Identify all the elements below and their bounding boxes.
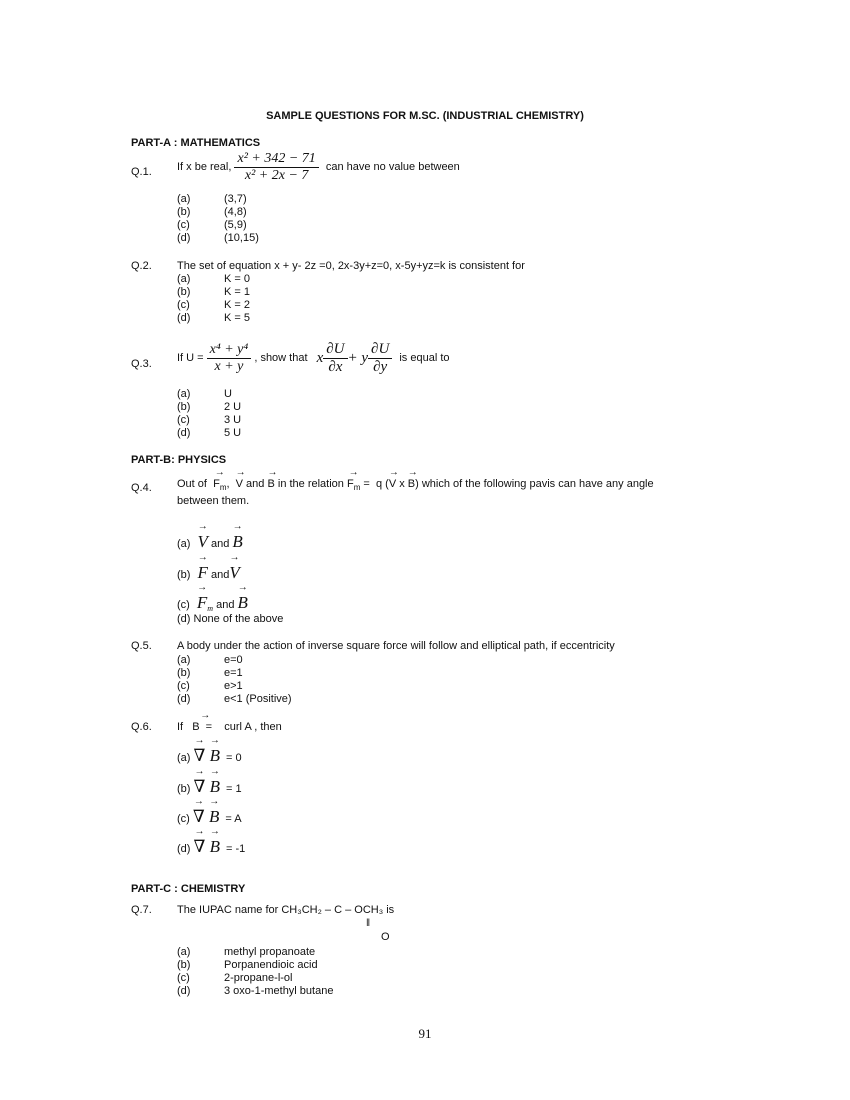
question-number: Q.3. — [131, 358, 152, 370]
option-a: (a) V → and B → — [177, 521, 243, 551]
nabla-dot-b-expression: ∇ → B → — [192, 796, 220, 826]
option-label: (d) — [177, 985, 191, 997]
option-a — [177, 735, 242, 766]
option-label: (a) — [177, 388, 191, 400]
option-label: (b) — [177, 286, 191, 298]
question-5-text: A body under the action of inverse square force will follow and elliptical path, if eccentricity — [177, 640, 615, 652]
option-value: e<1 (Positive) — [224, 693, 292, 705]
option-value: U — [224, 388, 232, 400]
option-label: (b) — [177, 401, 191, 413]
option-value: K = 2 — [224, 299, 250, 311]
option-label: (a) — [177, 654, 191, 666]
question-2-text: The set of equation x + y- 2z =0, 2x-3y+z=0, x-5y+yz=k is consistent for — [177, 260, 525, 272]
question-number: Q.4. — [131, 482, 152, 494]
question-3-prefix: If U = — [177, 352, 204, 364]
option-b: (b) F → andV → — [177, 552, 240, 582]
question-1-suffix: can have no value between — [325, 161, 460, 173]
option-value: K = 0 — [224, 273, 250, 285]
question-4-text: Out of $F_m$ → , V → and B → in the relation $F_m$ → = q (V → x B → ) which of the following pavis can have any angle — [177, 467, 654, 493]
option-value: Porpanendioic acid — [224, 959, 318, 971]
section-heading-part-c: PART-C : CHEMISTRY — [131, 883, 246, 895]
option-d: (d) None of the above — [177, 613, 284, 625]
oxygen-atom: O — [381, 931, 390, 943]
question-3-suffix: is equal to — [399, 352, 450, 364]
option-label: (d) — [177, 232, 191, 244]
option-value: 5 U — [224, 427, 242, 439]
option-label: (a) — [177, 538, 191, 550]
question-number: Q.6. — [131, 721, 152, 733]
question-number: Q.1. — [131, 166, 152, 178]
option-value: (3,7) — [224, 193, 247, 205]
option-label: (c) — [177, 299, 190, 311]
option-label: (b) — [177, 667, 191, 679]
nabla-dot-b-expression: ∇ → B → — [193, 826, 221, 856]
option-value: K = 1 — [224, 286, 250, 298]
option-label: (d) — [177, 312, 191, 324]
fraction — [207, 343, 252, 374]
question-number: Q.7. — [131, 904, 152, 916]
and-word: and — [216, 599, 235, 611]
option-d — [177, 826, 246, 857]
option-label: (c) — [177, 219, 190, 231]
question-4-text-line-2: between them. — [177, 495, 250, 507]
option-c: (c) F → $_m$ and B → — [177, 582, 248, 614]
question-4-text-end: which of the following pavis can have any angle — [421, 478, 654, 490]
page-number: 91 — [418, 1026, 432, 1041]
option-label: (c) — [177, 972, 190, 984]
page-title: SAMPLE QUESTIONS FOR M.SC. (INDUSTRIAL CHEMISTRY) — [266, 110, 584, 122]
option-value: = -1 — [226, 843, 246, 855]
nabla-dot-b-expression: ∇ → B → — [193, 766, 221, 796]
section-heading-part-a: PART-A : MATHEMATICS — [131, 137, 261, 149]
option-value: = 1 — [226, 783, 242, 795]
and-word: and — [210, 538, 230, 550]
denominator: x + y — [214, 359, 244, 374]
question-number: Q.2. — [131, 260, 152, 272]
question-number: Q.5. — [131, 640, 152, 652]
numerator: x² + 342 − 71 — [234, 152, 318, 168]
fraction — [234, 152, 318, 183]
question-1-prefix: If x be real, — [177, 161, 232, 173]
option-c — [177, 796, 242, 827]
option-label: (d) — [177, 693, 191, 705]
option-value: 2 U — [224, 401, 242, 413]
option-value: = A — [225, 813, 242, 825]
section-heading-part-b: PART-B: PHYSICS — [131, 454, 227, 466]
option-value: (5,9) — [224, 219, 247, 231]
question-7-text: The IUPAC name for CH₃CH₂ – C – OCH₃ is — [177, 904, 395, 916]
partial-derivative-expression: x $\frac{\partial U}{\partial x}$ + y $\frac{\partial U}{\partial y}$ — [317, 350, 393, 366]
denominator: x² + 2x − 7 — [244, 168, 309, 183]
option-label: (a) — [177, 752, 194, 764]
option-value: (10,15) — [224, 232, 259, 244]
option-label: (b) — [177, 206, 191, 218]
option-label: (a) — [177, 193, 191, 205]
option-value: 3 U — [224, 414, 242, 426]
numerator: x⁴ + y⁴ — [207, 343, 252, 359]
option-label: (d) — [177, 427, 191, 439]
option-value: e=1 — [224, 667, 243, 679]
option-label: (b) — [177, 959, 191, 971]
option-label: (a) — [177, 273, 191, 285]
option-value: K = 5 — [224, 312, 250, 324]
option-label: (c) — [177, 813, 193, 825]
question-3-middle: , show that — [254, 352, 308, 364]
option-value: 3 oxo-1-methyl butane — [224, 985, 334, 997]
option-label: (b) — [177, 783, 194, 795]
option-value: 2-propane-l-ol — [224, 972, 293, 984]
option-value: e>1 — [224, 680, 243, 692]
question-1-text — [177, 152, 460, 183]
option-label: (b) — [177, 569, 191, 581]
option-value: (4,8) — [224, 206, 247, 218]
and-word: and — [210, 569, 230, 581]
option-value: methyl propanoate — [224, 946, 316, 958]
option-label: (d) — [177, 843, 194, 855]
option-label: (a) — [177, 946, 191, 958]
question-3-text — [177, 342, 450, 375]
nabla-dot-b-expression: ∇ → B → — [193, 735, 221, 765]
option-label: (c) — [177, 680, 190, 692]
option-value: = 0 — [226, 752, 242, 764]
option-value: e=0 — [224, 654, 243, 666]
option-label: (c) — [177, 599, 190, 611]
question-6-text-end: curl A , then — [224, 721, 282, 733]
question-6-text: If B → = curl A , then — [177, 710, 282, 733]
option-label: (c) — [177, 414, 190, 426]
option-b — [177, 766, 242, 797]
double-bond: ǁ — [366, 918, 371, 929]
